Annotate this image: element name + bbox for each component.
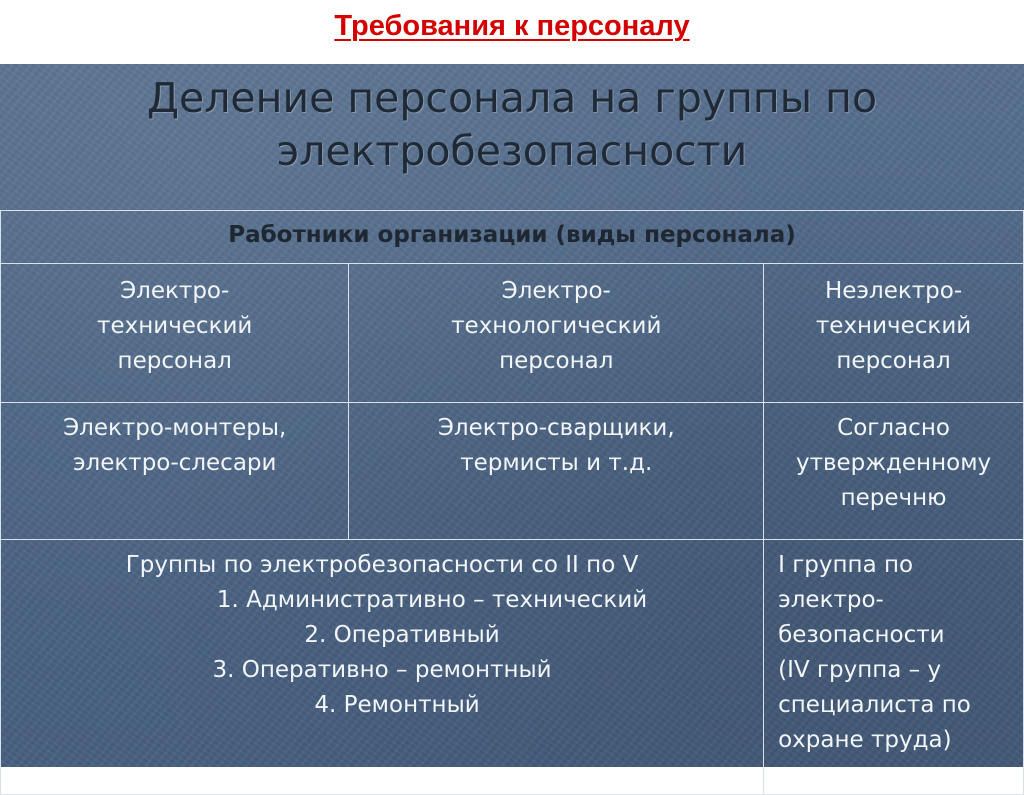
slide-title-line-2: электробезопасности: [276, 127, 748, 175]
table-cell-example-3: [764, 403, 1024, 540]
table-cell-electrotechnological: [349, 264, 764, 403]
table-row-personnel-types: [1, 264, 1024, 403]
group-i-line: специалиста по: [778, 692, 971, 718]
table-row-groups: [1, 540, 1024, 795]
table-header: Работники организации (виды персонала): [1, 211, 1024, 264]
group-i-line: безопасности: [778, 622, 945, 648]
table-cell-groups-ii-v: [1, 540, 764, 795]
cell-text: Электро-монтеры, электро-слесари: [63, 415, 287, 476]
table-cell-group-i: [764, 540, 1024, 795]
table-cell-non-electrotechnical: [764, 264, 1024, 403]
group-item: 1. Административно – технический: [216, 587, 648, 613]
group-item: 4. Ремонтный: [314, 692, 480, 718]
slide-title-line-1: Деление персонала на группы по: [146, 74, 878, 122]
group-item: 3. Оперативно – ремонтный: [212, 657, 552, 683]
group-i-line: (IV группа – у: [778, 657, 942, 683]
cell-text: Электро- технический персонал: [97, 278, 253, 374]
cell-text: Неэлектро- технический персонал: [815, 278, 972, 374]
table-row-examples: [1, 403, 1024, 540]
table-cell-electrotechnical: [1, 264, 349, 403]
group-item: 2. Оперативный: [304, 622, 500, 648]
table-cell-example-1: [1, 403, 349, 540]
slide: [0, 64, 1024, 767]
top-bar: [0, 0, 1024, 64]
table-cell-example-2: [349, 403, 764, 540]
cell-text: Согласно утвержденному перечню: [795, 415, 992, 511]
group-i-line: I группа по: [778, 552, 914, 578]
group-i-line: электро-: [778, 587, 884, 613]
table-header-row: [1, 211, 1024, 264]
groups-intro: Группы по электробезопасности со II по V: [125, 552, 639, 578]
cell-text: Электро- технологический персонал: [451, 278, 662, 374]
cell-text: Электро-сварщики, термисты и т.д.: [437, 415, 675, 476]
personnel-table: [0, 210, 1024, 795]
group-i-line: охране труда): [778, 727, 952, 753]
page-heading: Требования к персоналу: [334, 10, 690, 42]
slide-title: [0, 72, 1024, 178]
